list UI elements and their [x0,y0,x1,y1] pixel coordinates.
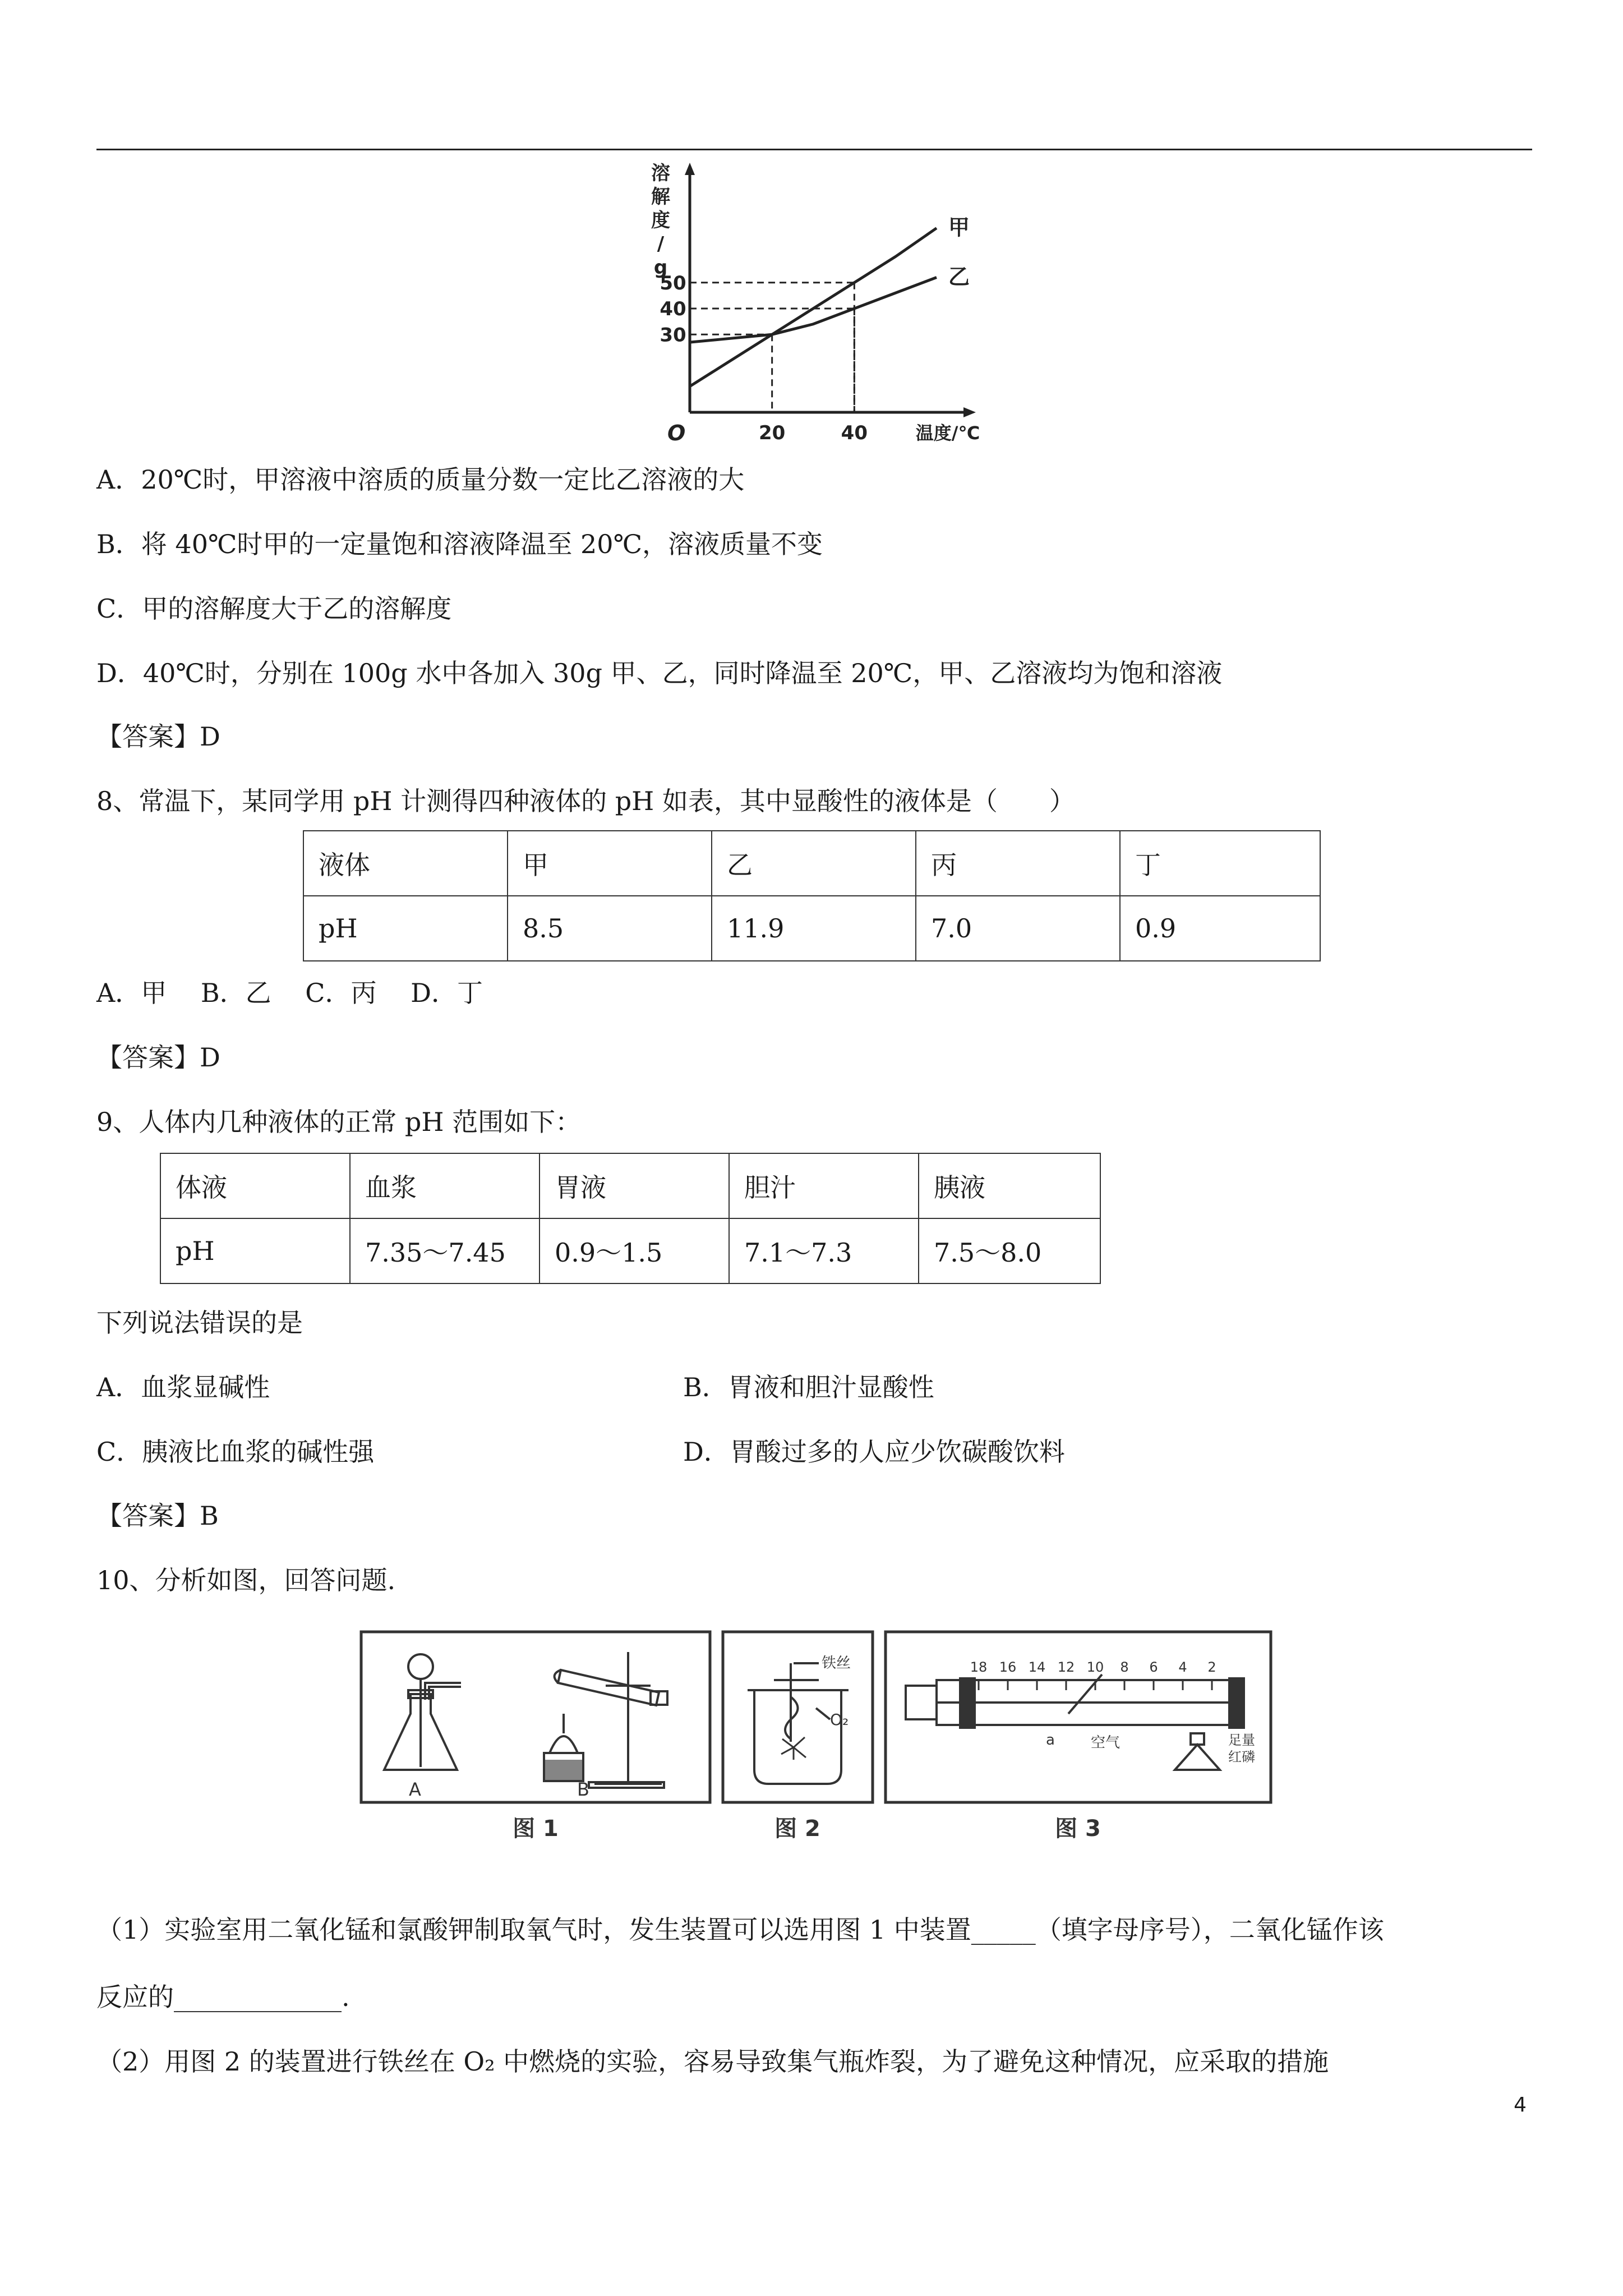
table-cell: 血浆 [350,1153,540,1218]
table-cell: 7.1～7.3 [729,1218,919,1283]
table-cell: 0.9～1.5 [540,1218,729,1283]
figure-3-label-a: a [1046,1732,1055,1749]
y-axis-label: 解 [651,186,670,208]
q8-options: A．甲 B．乙 C．丙 D．丁 [96,978,483,1008]
scale-label: 16 [999,1659,1017,1675]
table-row [303,831,1320,896]
q9-stem: 9、人体内几种液体的正常 pH 范围如下： [96,1107,582,1137]
table-cell: 液体 [303,831,508,896]
table-cell: 体液 [160,1153,350,1218]
table-row [160,1218,1100,1283]
figure-3-left-stopper [959,1677,976,1729]
q9-answer: 【答案】B [96,1501,219,1531]
table-cell: 胰液 [919,1153,1100,1218]
q7-option-a: A．20℃时，甲溶液中溶质的质量分数一定比乙溶液的大 [96,464,745,495]
series-label: 甲 [948,215,970,240]
table-cell: 乙 [712,831,916,896]
x-axis-label: 温度/℃ [915,422,980,443]
table-row [303,896,1320,961]
page-number: 4 [1514,2093,1527,2116]
figure-1-label-a: A [409,1779,421,1800]
scale-label: 8 [1120,1659,1129,1675]
table-cell: 11.9 [712,896,916,961]
q10-sub1-line2: 反应的_____________. [96,1982,350,2012]
q10-sub2-line1: （2）用图 2 的装置进行铁丝在 O₂ 中燃烧的实验，容易导致集气瓶炸裂，为了避免这种情况，应采取的措施 [96,2046,1329,2077]
figure-1-caption: 图 1 [513,1816,559,1842]
scale-label: 6 [1149,1659,1158,1675]
table-cell: 8.5 [508,896,712,961]
table-cell: 胃液 [540,1153,729,1218]
figure-3-air-tube [883,1630,1273,1854]
q9-option-c: C．胰液比血浆的碱性强 [96,1437,375,1467]
q8-answer: 【答案】D [96,1042,220,1073]
y-axis-arrow [685,163,695,175]
q9-ph-table [160,1153,1101,1284]
table-cell: pH [160,1218,350,1283]
q9-option-d: D．胃酸过多的人应少饮碳酸饮料 [683,1437,1065,1467]
figure-3-right-stopper [1228,1677,1245,1729]
origin-label: O [667,421,686,443]
q7-answer: 【答案】D [96,721,220,752]
figure-3-label-phosphorus-2: 红磷 [1228,1749,1255,1765]
figure-1-apparatus [359,1630,712,1854]
figure-3-caption: 图 3 [1055,1816,1101,1842]
table-cell: pH [303,896,508,961]
y-tick-label: 30 [660,324,686,347]
figure-2-wire-label: 铁丝 [822,1655,851,1672]
scale-label: 2 [1207,1659,1216,1675]
table-cell: 7.35～7.45 [350,1218,540,1283]
scale-label: 10 [1086,1659,1104,1675]
q10-stem: 10、分析如图，回答问题. [96,1565,396,1595]
table-row [160,1153,1100,1218]
scale-label: 4 [1178,1659,1187,1675]
figure-1-label-b: B [577,1779,589,1800]
q9-option-b: B．胃液和胆汁显酸性 [683,1372,934,1402]
q9-option-a: A．血浆显碱性 [96,1372,270,1402]
scale-label: 12 [1057,1659,1075,1675]
figure-3-label-phosphorus-1: 足量 [1228,1732,1255,1748]
table-cell: 胆汁 [729,1153,919,1218]
table-cell: 甲 [508,831,712,896]
figure-2-gas-label: O₂ [830,1710,849,1729]
table-cell: 0.9 [1120,896,1320,961]
figure-3-label-air: 空气 [1091,1734,1121,1751]
y-tick-label: 40 [660,298,686,320]
solubility-chart [634,157,998,443]
scale-label: 14 [1028,1659,1046,1675]
figure-2-caption: 图 2 [774,1816,820,1842]
q7-option-c: C．甲的溶解度大于乙的溶解度 [96,593,452,624]
table-cell: 7.5～8.0 [919,1218,1100,1283]
q9-prompt: 下列说法错误的是 [96,1308,303,1338]
y-axis-label: 度 [651,209,670,232]
y-axis-label: g [653,256,668,279]
y-axis-label: / [657,233,665,255]
q7-option-d: D．40℃时，分别在 100g 水中各加入 30g 甲、乙，同时降温至 20℃，甲、乙溶液均为饱和溶液 [96,658,1223,688]
header-rule [96,149,1532,150]
q8-ph-table [303,830,1321,961]
figure-2-iron-burning [721,1630,875,1854]
scale-label: 18 [970,1659,988,1675]
series-line [690,228,937,386]
series-label: 乙 [948,264,970,289]
x-axis-arrow [963,407,976,417]
q8-stem: 8、常温下，某同学用 pH 计测得四种液体的 pH 如表，其中显酸性的液体是（ ） [96,786,1075,816]
table-cell: 丁 [1120,831,1320,896]
q7-option-b: B．将 40℃时甲的一定量饱和溶液降温至 20℃，溶液质量不变 [96,529,823,559]
table-cell: 7.0 [916,896,1120,961]
q10-sub1-line1: （1）实验室用二氧化锰和氯酸钾制取氧气时，发生装置可以选用图 1 中装置_____（填字母序号），二氧化锰作该 [96,1915,1384,1945]
x-tick-label: 20 [759,422,786,443]
y-tick-label: 50 [660,272,686,295]
y-axis-label: 溶 [651,162,670,185]
x-tick-label: 40 [841,422,868,443]
table-cell: 丙 [916,831,1120,896]
